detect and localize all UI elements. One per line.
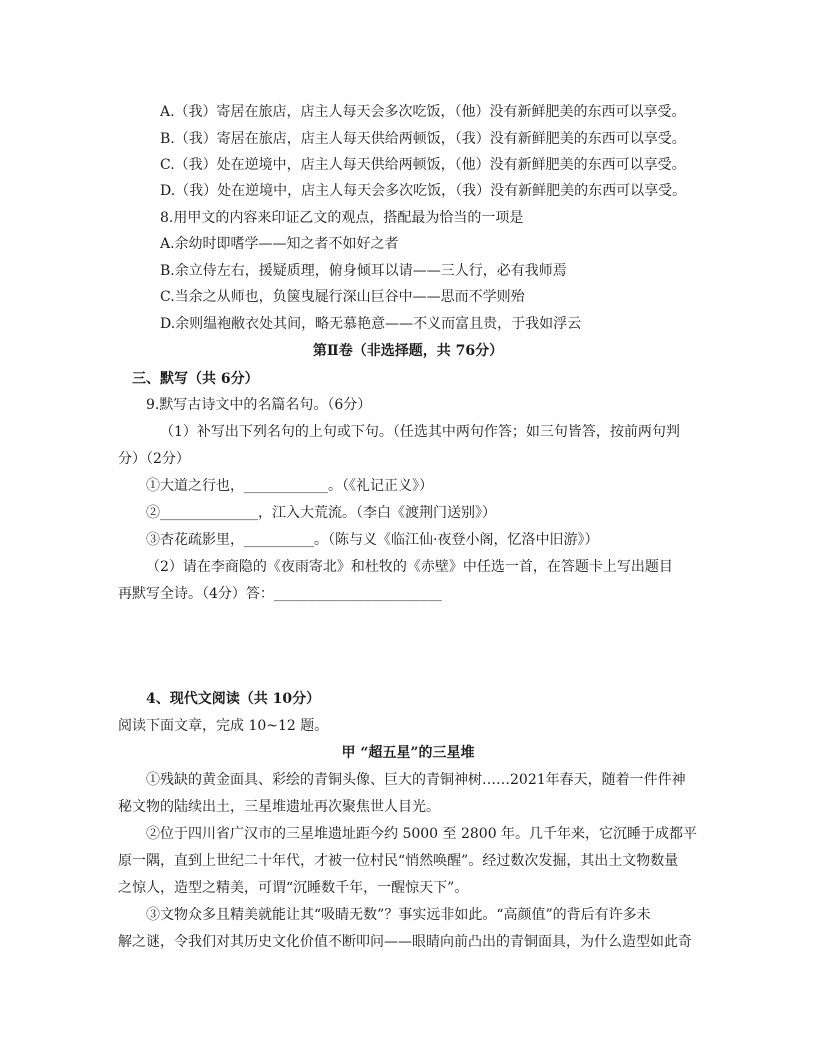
q9-part-2: （2）请在李商隐的《夜雨寄北》和杜牧的《赤壁》中任选一首，在答题卡上写出题目 [146,559,673,575]
q8-option-a: A.余幼时即嗜学——知之者不如好之者 [160,236,399,252]
blank-2: ②______________，江入大荒流。（李白《渡荆门送别》） [146,505,496,521]
blank-3: ③杏花疏影里，__________。（陈与义《临江仙·夜登小阁，忆洛中旧游》） [146,532,599,548]
paragraph-1-line-1: ①残缺的黄金面具、彩绘的青铜头像、巨大的青铜神树……2021年春天，随着一件件神 [146,772,686,788]
option-d-text: D.（我）处在逆境中，店主人每天会多次吃饭，（我）没有新鲜肥美的东西可以享受。 [160,183,687,199]
q8-option-d: D.余则缊袍敝衣处其间，略无慕艳意——不义而富且贵，于我如浮云 [160,316,582,332]
q9-part-1-cont: 分）（2分） [118,451,190,467]
paragraph-3-line-1: ③文物众多且精美就能让其“吸睛无数”？事实远非如此。“高颜值”的背后有许多未 [146,907,651,923]
option-a-text: A.（我）寄居在旅店，店主人每天会多次吃饭，（他）没有新鲜肥美的东西可以享受。 [160,104,686,120]
q8-option-c: C.当余之从师也，负箧曳屣行深山巨谷中——思而不学则殆 [160,289,525,305]
section-4-heading: 4、现代文阅读（共 10分） [146,691,321,707]
q9-part-2-cont: 再默写全诗。（4分）答：________________________ [118,586,442,602]
paragraph-2-line-1: ②位于四川省广汉市的三星堆遗址距今约 5000 至 2800 年。几千年来，它沉睡于成都平 [146,826,698,842]
question-9: 9.默写古诗文中的名篇名句。（6分） [146,397,372,413]
article-title: 甲 “超五星”的三星堆 [341,745,475,761]
paragraph-2-line-3: 之惊人，造型之精美，可谓“沉睡数千年，一醒惊天下”。 [118,880,469,896]
section-3-heading: 三、默写（共 6分） [132,371,259,387]
paragraph-3-line-2: 解之谜，令我们对其历史文化价值不断叩问——眼睛向前凸出的青铜面具，为什么造型如此奇 [118,934,692,950]
section-ii-title: 第Ⅱ卷（非选择题，共 76分） [312,343,504,359]
q9-part-1: （1）补写出下列名句的上句或下句。（任选其中两句作答；如三句皆答，按前两句判 [160,424,680,440]
paragraph-2-line-2: 原一隅，直到上世纪二十年代，才被一位村民“悄然唤醒”。经过数次发掘，其出土文物数量 [118,853,679,869]
paragraph-1-line-2: 秘文物的陆续出土，三星堆遗址再次聚焦世人目光。 [118,799,440,815]
question-8: 8.用甲文的内容来印证乙文的观点，搭配最为恰当的一项是 [160,210,524,226]
blank-1: ①大道之行也，____________。（《礼记正义》） [146,478,433,494]
option-b-text: B.（我）寄居在旅店，店主人每天供给两顿饭，（我）没有新鲜肥美的东西可以享受。 [160,131,686,147]
q8-option-b: B.余立侍左右，援疑质理，俯身倾耳以请——三人行，必有我师焉 [160,263,567,279]
option-c-text: C.（我）处在逆境中，店主人每天供给两顿饭，（他）没有新鲜肥美的东西可以享受。 [160,157,686,173]
reading-instruction: 阅读下面文章，完成 10~12 题。 [118,718,329,734]
